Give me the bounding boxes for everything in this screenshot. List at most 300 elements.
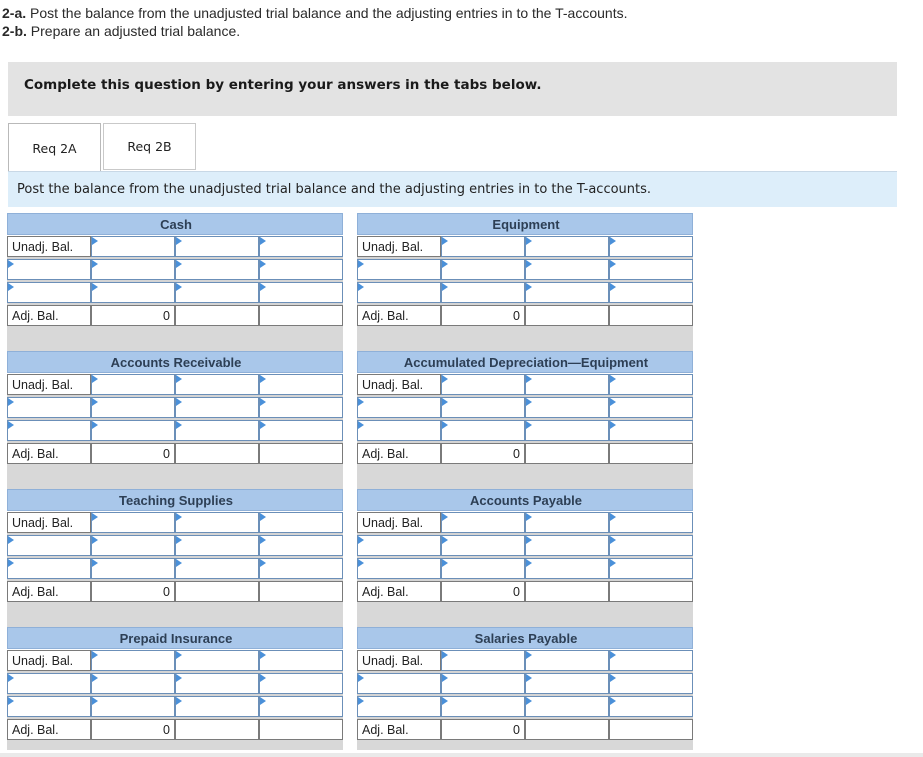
entry-ref-input[interactable] <box>357 558 441 579</box>
input-marker-icon <box>260 260 266 268</box>
t-account <box>357 213 693 349</box>
unadjusted-row <box>7 512 343 533</box>
entry-debit-input[interactable] <box>91 696 175 717</box>
entry-debit-input[interactable] <box>91 282 175 303</box>
entry-credit-input[interactable] <box>525 696 609 717</box>
unadjusted-row <box>357 512 693 533</box>
unadj-debit-input[interactable] <box>91 236 175 257</box>
adj-bal-label: Adj. Bal. <box>12 447 59 461</box>
input-marker-icon <box>92 651 98 659</box>
adj-balance-empty-cell <box>609 581 693 602</box>
input-marker-icon <box>358 283 364 291</box>
input-marker-icon <box>526 375 532 383</box>
input-marker-icon <box>442 697 448 705</box>
entry-debit-input[interactable] <box>91 397 175 418</box>
adj-balance-empty-cell <box>525 581 609 602</box>
entry-credit-input[interactable] <box>609 397 693 418</box>
input-marker-icon <box>358 674 364 682</box>
entry-credit-input[interactable] <box>609 558 693 579</box>
input-marker-icon <box>92 237 98 245</box>
account-spacer <box>357 740 693 750</box>
unadj-credit-input[interactable] <box>175 374 259 395</box>
adj-balance-empty-cell <box>525 443 609 464</box>
entry-credit-input[interactable] <box>525 535 609 556</box>
adj-balance-value <box>91 443 175 464</box>
entry-debit-input[interactable] <box>91 535 175 556</box>
unadj-bal-label-cell <box>7 374 91 395</box>
input-marker-icon <box>260 697 266 705</box>
input-marker-icon <box>176 513 182 521</box>
entry-credit-input[interactable] <box>525 673 609 694</box>
input-marker-icon <box>442 283 448 291</box>
adj-bal-label-cell <box>357 305 441 326</box>
entry-ref-input[interactable] <box>7 558 91 579</box>
unadj-bal-label: Unadj. Bal. <box>362 654 424 668</box>
entry-debit-input[interactable] <box>441 259 525 280</box>
unadj-debit-input[interactable] <box>91 374 175 395</box>
entry-debit-input[interactable] <box>441 558 525 579</box>
adjusted-row <box>357 305 693 326</box>
input-marker-icon <box>358 398 364 406</box>
unadj-bal-label: Unadj. Bal. <box>12 654 74 668</box>
t-account-header <box>7 489 343 511</box>
adj-balance-empty-cell <box>609 305 693 326</box>
entry-credit-input[interactable] <box>175 535 259 556</box>
input-marker-icon <box>176 559 182 567</box>
adj-balance-amount: 0 <box>513 309 520 323</box>
input-marker-icon <box>526 421 532 429</box>
unadj-bal-label-cell <box>357 374 441 395</box>
unadjusted-row <box>7 650 343 671</box>
adj-bal-label-cell <box>7 719 91 740</box>
account-spacer <box>7 740 343 750</box>
account-spacer <box>7 602 343 627</box>
adj-balance-value <box>91 581 175 602</box>
t-account <box>357 351 693 487</box>
unadj-credit-input[interactable] <box>175 236 259 257</box>
input-marker-icon <box>92 536 98 544</box>
entry-credit-input[interactable] <box>525 420 609 441</box>
unadj-debit-input[interactable] <box>91 650 175 671</box>
entry-ref-input[interactable] <box>7 535 91 556</box>
input-marker-icon <box>442 398 448 406</box>
input-marker-icon <box>526 283 532 291</box>
entry-credit-input[interactable] <box>259 282 343 303</box>
unadj-credit-input[interactable] <box>259 650 343 671</box>
adj-balance-empty-cell <box>259 305 343 326</box>
entry-credit-input[interactable] <box>175 420 259 441</box>
tab-instruction <box>8 171 897 207</box>
input-marker-icon <box>8 283 14 291</box>
account-spacer <box>7 464 343 489</box>
input-marker-icon <box>176 536 182 544</box>
entry-credit-input[interactable] <box>259 259 343 280</box>
adj-balance-empty-cell <box>175 305 259 326</box>
input-marker-icon <box>526 651 532 659</box>
input-marker-icon <box>260 536 266 544</box>
input-marker-icon <box>8 536 14 544</box>
adj-balance-empty-cell <box>609 719 693 740</box>
adj-balance-amount: 0 <box>163 585 170 599</box>
unadjusted-row <box>357 374 693 395</box>
input-marker-icon <box>610 536 616 544</box>
input-marker-icon <box>610 513 616 521</box>
input-marker-icon <box>442 237 448 245</box>
entry-credit-input[interactable] <box>175 558 259 579</box>
t-account <box>7 489 343 625</box>
adj-balance-value <box>441 443 525 464</box>
input-marker-icon <box>260 559 266 567</box>
entry-credit-input[interactable] <box>609 696 693 717</box>
entry-row <box>357 420 693 441</box>
entry-credit-input[interactable] <box>609 673 693 694</box>
unadj-bal-label: Unadj. Bal. <box>12 240 74 254</box>
tab-req-2a[interactable] <box>8 123 101 172</box>
entry-row <box>357 558 693 579</box>
adj-balance-empty-cell <box>525 305 609 326</box>
entry-ref-input[interactable] <box>357 535 441 556</box>
t-account-header <box>357 489 693 511</box>
entry-credit-input[interactable] <box>259 558 343 579</box>
unadj-credit-input[interactable] <box>609 236 693 257</box>
entry-row <box>357 397 693 418</box>
t-account <box>7 351 343 487</box>
entry-row <box>7 696 343 717</box>
input-marker-icon <box>358 559 364 567</box>
input-marker-icon <box>610 674 616 682</box>
unadj-credit-input[interactable] <box>175 650 259 671</box>
entry-credit-input[interactable] <box>525 282 609 303</box>
input-marker-icon <box>176 651 182 659</box>
input-marker-icon <box>176 260 182 268</box>
instructions-banner <box>8 62 897 116</box>
unadj-bal-label: Unadj. Bal. <box>12 378 74 392</box>
adj-balance-value <box>91 305 175 326</box>
entry-debit-input[interactable] <box>441 535 525 556</box>
input-marker-icon <box>610 237 616 245</box>
entry-debit-input[interactable] <box>441 420 525 441</box>
entry-debit-input[interactable] <box>91 558 175 579</box>
unadj-bal-label: Unadj. Bal. <box>12 516 74 530</box>
input-marker-icon <box>8 674 14 682</box>
entry-row <box>7 259 343 280</box>
entry-debit-input[interactable] <box>441 696 525 717</box>
unadj-bal-label-cell <box>7 512 91 533</box>
unadj-credit-input[interactable] <box>259 374 343 395</box>
t-account-title: Accounts Receivable <box>110 355 242 370</box>
unadj-debit-input[interactable] <box>91 512 175 533</box>
entry-row <box>357 535 693 556</box>
adj-balance-empty-cell <box>175 719 259 740</box>
t-account-header <box>7 351 343 373</box>
input-marker-icon <box>92 421 98 429</box>
adj-bal-label: Adj. Bal. <box>12 723 59 737</box>
unadj-bal-label-cell <box>357 512 441 533</box>
input-marker-icon <box>526 697 532 705</box>
input-marker-icon <box>610 260 616 268</box>
adj-balance-amount: 0 <box>513 585 520 599</box>
tab-instruction-text: Post the balance from the unadjusted trial balance and the adjusting entries in to the T-accounts. <box>17 182 652 197</box>
input-marker-icon <box>358 421 364 429</box>
unadj-bal-label-cell <box>357 236 441 257</box>
input-marker-icon <box>526 559 532 567</box>
unadj-debit-input[interactable] <box>441 512 525 533</box>
adj-bal-label: Adj. Bal. <box>12 309 59 323</box>
entry-debit-input[interactable] <box>91 673 175 694</box>
adj-bal-label-cell <box>357 719 441 740</box>
input-marker-icon <box>176 283 182 291</box>
entry-credit-input[interactable] <box>175 397 259 418</box>
entry-ref-input[interactable] <box>357 696 441 717</box>
input-marker-icon <box>92 260 98 268</box>
input-marker-icon <box>610 651 616 659</box>
adj-bal-label: Adj. Bal. <box>362 585 409 599</box>
adj-bal-label: Adj. Bal. <box>362 447 409 461</box>
adj-balance-amount: 0 <box>513 447 520 461</box>
entry-debit-input[interactable] <box>441 673 525 694</box>
tab-req-2b[interactable] <box>103 123 196 170</box>
input-marker-icon <box>260 651 266 659</box>
entry-row <box>7 673 343 694</box>
input-marker-icon <box>176 398 182 406</box>
input-marker-icon <box>442 513 448 521</box>
entry-debit-input[interactable] <box>91 259 175 280</box>
input-marker-icon <box>92 674 98 682</box>
entry-ref-input[interactable] <box>357 282 441 303</box>
input-marker-icon <box>260 375 266 383</box>
unadj-bal-label: Unadj. Bal. <box>362 240 424 254</box>
adjusted-row <box>7 581 343 602</box>
input-marker-icon <box>92 697 98 705</box>
unadj-credit-input[interactable] <box>525 236 609 257</box>
adj-balance-amount: 0 <box>163 447 170 461</box>
part-a-text: Post the balance from the unadjusted trial balance and the adjusting entries in to the T-accounts. <box>26 5 628 21</box>
adj-balance-empty-cell <box>609 443 693 464</box>
part-a-label: 2-a. <box>2 5 27 21</box>
entry-credit-input[interactable] <box>175 282 259 303</box>
entry-credit-input[interactable] <box>259 673 343 694</box>
adj-balance-amount: 0 <box>163 309 170 323</box>
t-account <box>357 489 693 625</box>
t-account-header <box>7 213 343 235</box>
input-marker-icon <box>610 697 616 705</box>
input-marker-icon <box>176 375 182 383</box>
adj-balance-value <box>441 581 525 602</box>
adj-bal-label: Adj. Bal. <box>362 723 409 737</box>
entry-ref-input[interactable] <box>7 696 91 717</box>
unadj-bal-label-cell <box>7 236 91 257</box>
input-marker-icon <box>442 674 448 682</box>
t-account <box>7 627 343 757</box>
entry-credit-input[interactable] <box>609 282 693 303</box>
entry-credit-input[interactable] <box>525 397 609 418</box>
unadj-credit-input[interactable] <box>175 512 259 533</box>
input-marker-icon <box>610 559 616 567</box>
adj-bal-label: Adj. Bal. <box>12 585 59 599</box>
input-marker-icon <box>176 237 182 245</box>
input-marker-icon <box>442 421 448 429</box>
adj-bal-label-cell <box>7 305 91 326</box>
input-marker-icon <box>260 283 266 291</box>
entry-credit-input[interactable] <box>525 558 609 579</box>
unadj-bal-label-cell <box>7 650 91 671</box>
adj-balance-amount: 0 <box>513 723 520 737</box>
adj-bal-label-cell <box>357 581 441 602</box>
adjusted-row <box>7 305 343 326</box>
entry-credit-input[interactable] <box>525 259 609 280</box>
t-account-title: Equipment <box>492 217 560 232</box>
adj-balance-empty-cell <box>259 443 343 464</box>
account-spacer <box>357 326 693 351</box>
adjusted-row <box>357 581 693 602</box>
unadj-bal-label: Unadj. Bal. <box>362 516 424 530</box>
account-spacer <box>7 326 343 351</box>
entry-ref-input[interactable] <box>357 420 441 441</box>
input-marker-icon <box>260 513 266 521</box>
entry-credit-input[interactable] <box>609 535 693 556</box>
entry-ref-input[interactable] <box>7 397 91 418</box>
tab-req-2a-label: Req 2A <box>32 140 77 156</box>
entry-row <box>357 673 693 694</box>
input-marker-icon <box>92 283 98 291</box>
input-marker-icon <box>8 260 14 268</box>
t-account <box>357 627 693 757</box>
entry-row <box>357 282 693 303</box>
adjusted-row <box>7 719 343 740</box>
adj-balance-empty-cell <box>525 719 609 740</box>
entry-ref-input[interactable] <box>357 259 441 280</box>
input-marker-icon <box>442 260 448 268</box>
entry-debit-input[interactable] <box>441 282 525 303</box>
part-b-text: Prepare an adjusted trial balance. <box>26 23 241 39</box>
adj-bal-label: Adj. Bal. <box>362 309 409 323</box>
entry-ref-input[interactable] <box>357 673 441 694</box>
entry-ref-input[interactable] <box>7 420 91 441</box>
input-marker-icon <box>260 237 266 245</box>
t-account-header <box>357 627 693 649</box>
question-part-a <box>2 5 627 21</box>
unadj-debit-input[interactable] <box>441 374 525 395</box>
entry-credit-input[interactable] <box>175 696 259 717</box>
input-marker-icon <box>176 674 182 682</box>
entry-row <box>357 696 693 717</box>
unadj-credit-input[interactable] <box>525 512 609 533</box>
adj-balance-amount: 0 <box>163 723 170 737</box>
input-marker-icon <box>260 398 266 406</box>
input-marker-icon <box>260 674 266 682</box>
input-marker-icon <box>92 398 98 406</box>
entry-credit-input[interactable] <box>609 259 693 280</box>
unadj-credit-input[interactable] <box>609 374 693 395</box>
unadj-debit-input[interactable] <box>441 650 525 671</box>
t-account-title: Accumulated Depreciation—Equipment <box>403 355 649 370</box>
input-marker-icon <box>8 697 14 705</box>
entry-ref-input[interactable] <box>357 397 441 418</box>
account-spacer <box>357 602 693 627</box>
entry-debit-input[interactable] <box>441 397 525 418</box>
entry-credit-input[interactable] <box>175 673 259 694</box>
unadj-credit-input[interactable] <box>259 236 343 257</box>
input-marker-icon <box>610 398 616 406</box>
input-marker-icon <box>610 375 616 383</box>
t-account-title: Teaching Supplies <box>119 493 233 508</box>
entry-credit-input[interactable] <box>259 397 343 418</box>
entry-credit-input[interactable] <box>259 535 343 556</box>
unadj-credit-input[interactable] <box>259 512 343 533</box>
adj-bal-label-cell <box>7 443 91 464</box>
input-marker-icon <box>526 674 532 682</box>
entry-row <box>7 420 343 441</box>
unadj-bal-label-cell <box>357 650 441 671</box>
unadjusted-row <box>357 650 693 671</box>
adj-bal-label-cell <box>357 443 441 464</box>
entry-row <box>7 282 343 303</box>
adj-bal-label-cell <box>7 581 91 602</box>
adjusted-row <box>7 443 343 464</box>
entry-ref-input[interactable] <box>7 282 91 303</box>
unadjusted-row <box>7 374 343 395</box>
entry-ref-input[interactable] <box>7 259 91 280</box>
input-marker-icon <box>526 513 532 521</box>
account-spacer <box>357 464 693 489</box>
entry-row <box>7 535 343 556</box>
t-account-title: Salaries Payable <box>474 631 578 646</box>
t-account-title: Accounts Payable <box>470 493 582 508</box>
t-account-header <box>7 627 343 649</box>
input-marker-icon <box>8 559 14 567</box>
unadj-debit-input[interactable] <box>441 236 525 257</box>
input-marker-icon <box>526 260 532 268</box>
entry-ref-input[interactable] <box>7 673 91 694</box>
input-marker-icon <box>358 697 364 705</box>
unadj-credit-input[interactable] <box>525 374 609 395</box>
input-marker-icon <box>358 536 364 544</box>
adjusted-row <box>357 719 693 740</box>
unadj-credit-input[interactable] <box>609 650 693 671</box>
t-account-title: Cash <box>160 217 192 232</box>
input-marker-icon <box>358 260 364 268</box>
input-marker-icon <box>92 375 98 383</box>
banner-text: Complete this question by entering your answers in the tabs below. <box>24 77 542 93</box>
unadj-credit-input[interactable] <box>525 650 609 671</box>
entry-debit-input[interactable] <box>91 420 175 441</box>
unadjusted-row <box>357 236 693 257</box>
input-marker-icon <box>442 651 448 659</box>
adjusted-row <box>357 443 693 464</box>
unadj-bal-label: Unadj. Bal. <box>362 378 424 392</box>
input-marker-icon <box>442 536 448 544</box>
unadj-credit-input[interactable] <box>609 512 693 533</box>
entry-credit-input[interactable] <box>259 420 343 441</box>
page-bottom-edge <box>0 753 923 757</box>
adj-balance-value <box>441 305 525 326</box>
adj-balance-empty-cell <box>175 443 259 464</box>
adj-balance-value <box>441 719 525 740</box>
entry-credit-input[interactable] <box>175 259 259 280</box>
t-account-title: Prepaid Insurance <box>119 631 233 646</box>
adj-balance-empty-cell <box>259 581 343 602</box>
unadjusted-row <box>7 236 343 257</box>
entry-credit-input[interactable] <box>609 420 693 441</box>
entry-credit-input[interactable] <box>259 696 343 717</box>
part-b-label: 2-b. <box>2 23 27 39</box>
input-marker-icon <box>176 421 182 429</box>
input-marker-icon <box>8 421 14 429</box>
input-marker-icon <box>442 375 448 383</box>
input-marker-icon <box>526 398 532 406</box>
entry-row <box>7 558 343 579</box>
adj-balance-empty-cell <box>259 719 343 740</box>
